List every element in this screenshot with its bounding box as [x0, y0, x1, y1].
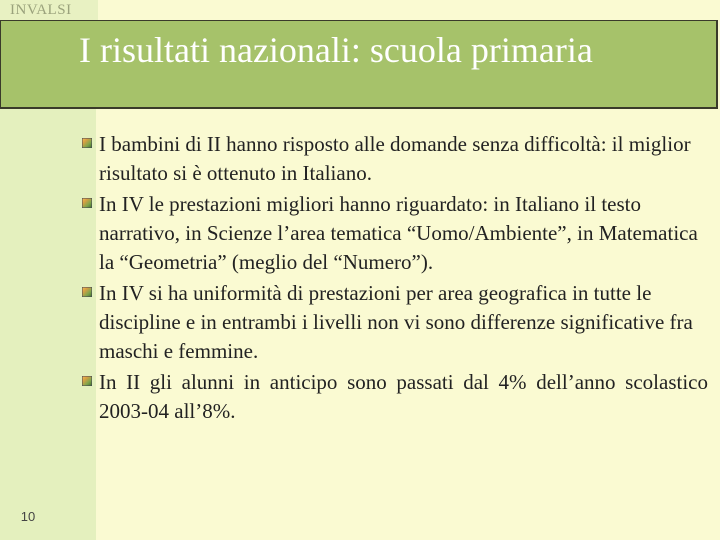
list-item	[82, 279, 708, 366]
slide-title: I risultati nazionali: scuola primaria	[79, 30, 593, 70]
bullet-list	[82, 130, 708, 428]
list-item	[82, 190, 708, 277]
list-item	[82, 130, 708, 188]
page-number: 10	[20, 509, 36, 524]
list-item	[82, 368, 708, 426]
square-bullet-icon	[82, 198, 92, 208]
square-bullet-icon	[82, 138, 92, 148]
bullet-text: In IV le prestazioni migliori hanno riguardato: in Italiano il testo narrativo, in Scienze l’area tematica “Uomo/Ambiente”, in Matematica la “Geometria” (meglio del “Numero”).	[99, 192, 698, 274]
bullet-text: I bambini di II hanno risposto alle domande senza difficoltà: il miglior risultato si è ottenuto in Italiano.	[99, 132, 691, 185]
square-bullet-icon	[82, 287, 92, 297]
invalsi-logo: INVALSI	[0, 0, 98, 20]
bullet-text: In IV si ha uniformità di prestazioni per area geografica in tutte le discipline e in entrambi i livelli non vi sono differenze significative fra maschi e femmine.	[99, 281, 693, 363]
bullet-text: In II gli alunni in anticipo sono passati dal 4% dell’anno scolastico 2003-04 all’8%.	[99, 370, 708, 423]
square-bullet-icon	[82, 376, 92, 386]
